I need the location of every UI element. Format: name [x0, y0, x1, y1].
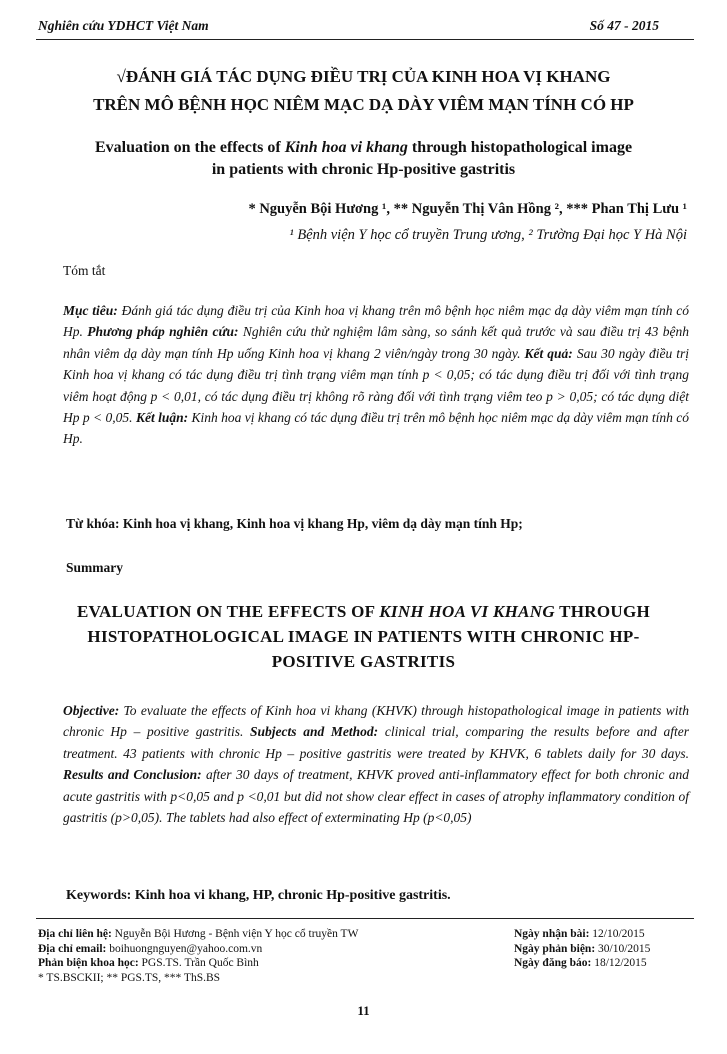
page-number: 11 [357, 1003, 370, 1018]
email-text: boihuongnguyen@yahoo.com.vn [106, 942, 263, 955]
contact-line [38, 927, 358, 942]
footer-dates-block [514, 927, 650, 971]
published-label: Ngày đăng báo: [514, 957, 592, 969]
header-divider [36, 39, 694, 40]
objective-text: Đánh giá tác dụng điều trị của Kinh hoa vị khang trên mô bệnh học niêm mạc dạ dày viêm mạn tính có Hp. [63, 303, 689, 340]
published-date: 18/12/2015 [591, 957, 647, 969]
reviewed-date: 30/10/2015 [595, 942, 651, 955]
degrees-line: * TS.BSCKII; ** PGS.TS, *** ThS.BS [38, 971, 221, 984]
en-method-label: Subjects and Method: [243, 724, 379, 740]
vietnamese-title-line-1: √ĐÁNH GIÁ TÁC DỤNG ĐIỀU TRỊ CỦA KINH HOA VỊ KHANG [116, 67, 611, 86]
summary-heading: Summary [66, 560, 123, 575]
results-label: Kết quả: [520, 345, 573, 361]
english-abstract [63, 700, 689, 828]
english-title-line-1 [30, 137, 697, 159]
email-line [38, 942, 358, 957]
en-objective-text: To evaluate the effects of Kinh hoa vi khang (KHVK) through histopathological image in patients with chronic Hp – positive gastritis. [63, 703, 689, 740]
summary-title-line-2: HISTOPATHOLOGICAL IMAGE IN PATIENTS WITH CHRONIC HP- [87, 627, 640, 646]
abstract-heading: Tóm tắt [63, 263, 106, 278]
vietnamese-title-line-2: TRÊN MÔ BỆNH HỌC NIÊM MẠC DẠ DÀY VIÊM MẠN TÍNH CÓ HP [93, 95, 634, 114]
english-title-pre: Evaluation on the effects of [94, 139, 285, 156]
reviewed-label: Ngày phản biện: [514, 942, 596, 955]
authors: * Nguyễn Bội Hương ¹, ** Nguyễn Thị Vân Hồng ², *** Phan Thị Lưu ¹ [248, 201, 687, 217]
english-keywords: Keywords: Kinh hoa vi khang, HP, chronic Hp-positive gastritis. [66, 888, 451, 903]
reviewer-line [38, 956, 358, 971]
received-label: Ngày nhận bài: [514, 928, 590, 940]
english-title-line-2: in patients with chronic Hp-positive gastritis [211, 161, 516, 178]
received-date: 12/10/2015 [589, 928, 645, 940]
reviewer-label: Phản biện khoa học: [38, 957, 139, 969]
vietnamese-keywords: Từ khóa: Kinh hoa vị khang, Kinh hoa vị khang Hp, viêm dạ dày mạn tính Hp; [66, 516, 523, 531]
objective-label: Mục tiêu: [63, 303, 118, 318]
english-title-italic: Kinh hoa vi khang [284, 139, 408, 156]
contact-text: Nguyễn Bội Hương - Bệnh viện Y học cổ truyền TW [111, 928, 359, 940]
affiliations: ¹ Bệnh viện Y học cổ truyền Trung ương, ² Trường Đại học Y Hà Nội [289, 227, 687, 243]
en-objective-label: Objective: [63, 703, 120, 718]
reviewer-text: PGS.TS. Trần Quốc Bình [138, 957, 259, 969]
email-label: Địa chỉ email: [38, 942, 107, 955]
summary-title-pre: EVALUATION ON THE EFFECTS OF [76, 602, 380, 621]
english-title-post: through histopathological image [407, 139, 633, 156]
summary-title-italic: KINH HOA VI KHANG [379, 602, 555, 621]
issue-number: Số 47 - 2015 [589, 18, 659, 33]
results-text: Sau 30 ngày điều trị Kinh hoa vị khang có tác dụng điều trị tình trạng viêm mạn tính p < 0,05; có tác dụng điều trị đối với tình trạng viêm hoạt động p < 0,01, có tác dụng điều trị không rõ ràng đối với tình trạng viêm teo p > 0,05; có tác dụng diệt Hp p < 0,05. [63, 345, 689, 426]
summary-title-line-3: POSITIVE GASTRITIS [271, 652, 456, 671]
method-text: Nghiên cứu thử nghiệm lâm sàng, so sánh kết quả trước và sau điều trị 43 bệnh nhân viêm dạ dày mạn tính Hp uống Kinh hoa vị khang 2 viên/ngày trong 30 ngày. [63, 324, 689, 361]
received-line [514, 927, 650, 942]
en-method-text: clinical trial, comparing the results before and after treatment. 43 patients with chronic Hp – positive gastritis were treated by KHVK, 6 tablets daily for 30 days. [63, 724, 690, 761]
summary-title-post: THROUGH [554, 602, 651, 621]
reviewed-line [514, 942, 650, 957]
journal-name: Nghiên cứu YDHCT Việt Nam [38, 18, 209, 33]
footer-divider [36, 918, 694, 919]
footer-contact-block [38, 927, 358, 985]
en-results-text: after 30 days of treatment, KHVK proved anti-inflammatory effect for both chronic and acute gastritis with p<0,05 and p <0,01 but did not show clear effect in cases of atrophy inflammatory condition of gastritis (p>0,05). The tablets had also effect of exterminating Hp (p<0,05) [63, 767, 690, 826]
vietnamese-abstract [63, 300, 689, 450]
method-label: Phương pháp nghiên cứu: [82, 324, 239, 340]
conclusion-label: Kết luận: [135, 410, 189, 426]
en-results-label: Results and Conclusion: [63, 767, 202, 783]
conclusion-text: Kinh hoa vị khang có tác dụng điều trị trên mô bệnh học niêm mạc dạ dày viêm mạn tính có Hp. [63, 410, 690, 447]
summary-title-line-1 [40, 600, 687, 624]
contact-label: Địa chỉ liên hệ: [38, 928, 112, 940]
published-line [514, 956, 650, 971]
